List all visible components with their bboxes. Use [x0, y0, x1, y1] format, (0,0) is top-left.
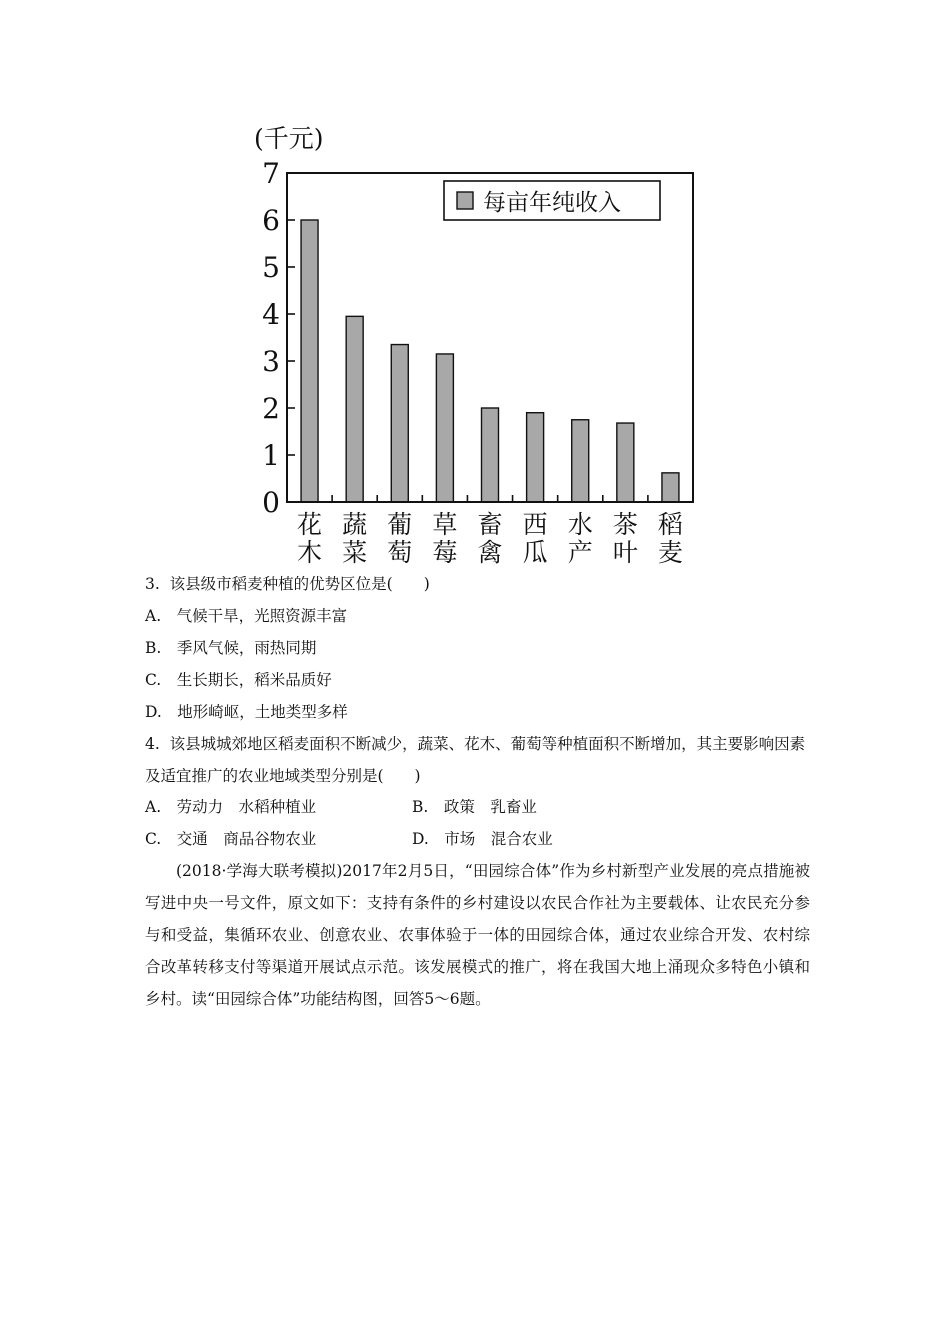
x-tick-label: 水	[567, 510, 593, 539]
bars-group	[301, 220, 679, 502]
y-tick-label: 3	[262, 345, 280, 378]
option-c: C. 生长期长，稻米品质好	[145, 671, 332, 689]
x-tick-label: 麦	[657, 538, 683, 567]
y-tick-label: 5	[262, 251, 280, 284]
y-axis	[262, 157, 295, 519]
x-tick-label: 草	[432, 510, 458, 539]
x-tick-label: 萄	[387, 538, 413, 567]
x-tick-label: 叶	[612, 538, 638, 567]
y-tick-label: 0	[262, 486, 280, 519]
bar	[527, 413, 544, 502]
bar-chart	[240, 115, 710, 575]
question-number: 3.	[145, 575, 160, 593]
bar	[482, 408, 499, 502]
x-tick-label: 产	[567, 538, 593, 567]
x-tick-label: 葡	[387, 510, 413, 539]
question-stem: 该县城城郊地区稻麦面积不断减少，蔬菜、花木、葡萄等种植面积不断增加，其主要影响因素及适宜推广的农业地域类型分别是( )	[145, 735, 806, 785]
y-tick-label: 7	[262, 157, 280, 190]
question-stem: 该县级市稻麦种植的优势区位是( )	[169, 575, 430, 593]
legend	[444, 181, 660, 220]
legend-swatch	[457, 192, 473, 209]
bar	[662, 473, 679, 502]
option-b: B. 季风气候，雨热同期	[145, 639, 317, 657]
y-tick-label: 6	[262, 204, 280, 237]
option-a: A. 气候干旱，光照资源丰富	[145, 607, 348, 625]
x-tick-label: 畜	[477, 510, 503, 539]
question-number: 4.	[145, 735, 160, 753]
bar	[436, 354, 453, 502]
x-tick-label: 花	[297, 510, 323, 539]
passage-paragraph: (2018·学海大联考模拟)2017年2月5日，“田园综合体”作为乡村新型产业发展的亮点措施被写进中央一号文件，原文如下：支持有条件的乡村建设以农民合作社为主要载体、让农民充分参与和受益，集循环农业、创意农业、农事体验于一体的田园综合体，通过农业综合开发、农村综合改革转移支付等渠道开展试点示范。该发展模式的推广，将在我国大地上涌现众多特色小镇和乡村。读“田园综合体”功能结构图，回答5～6题。	[145, 862, 810, 1008]
x-tick-label: 莓	[432, 538, 458, 567]
x-tick-label: 禽	[477, 538, 503, 567]
option-c: C. 交通 商品谷物农业	[145, 830, 317, 848]
x-tick-label: 木	[297, 538, 323, 567]
y-unit-label: (千元)	[254, 124, 324, 153]
option-d: D. 地形崎岖，土地类型多样	[145, 703, 348, 721]
question-4	[145, 728, 817, 792]
option-b: B. 政策 乳畜业	[412, 798, 537, 816]
option-a: A. 劳动力 水稻种植业	[145, 798, 317, 816]
y-tick-label: 4	[262, 298, 280, 331]
x-tick-label: 菜	[342, 538, 368, 567]
x-tick-label: 瓜	[522, 538, 548, 567]
bar	[617, 423, 634, 502]
bar	[572, 420, 589, 502]
x-tick-label: 西	[522, 510, 548, 539]
legend-label: 每亩年纯收入	[483, 190, 621, 216]
question-3	[145, 568, 817, 600]
x-tick-label: 稻	[657, 510, 683, 539]
x-axis	[297, 495, 683, 567]
bar	[391, 345, 408, 502]
x-tick-label: 蔬	[342, 510, 368, 539]
option-d: D. 市场 混合农业	[412, 830, 553, 848]
bar	[301, 220, 318, 502]
x-tick-label: 茶	[612, 510, 638, 539]
bar	[346, 316, 363, 502]
y-tick-label: 2	[262, 392, 280, 425]
y-tick-label: 1	[262, 439, 280, 472]
